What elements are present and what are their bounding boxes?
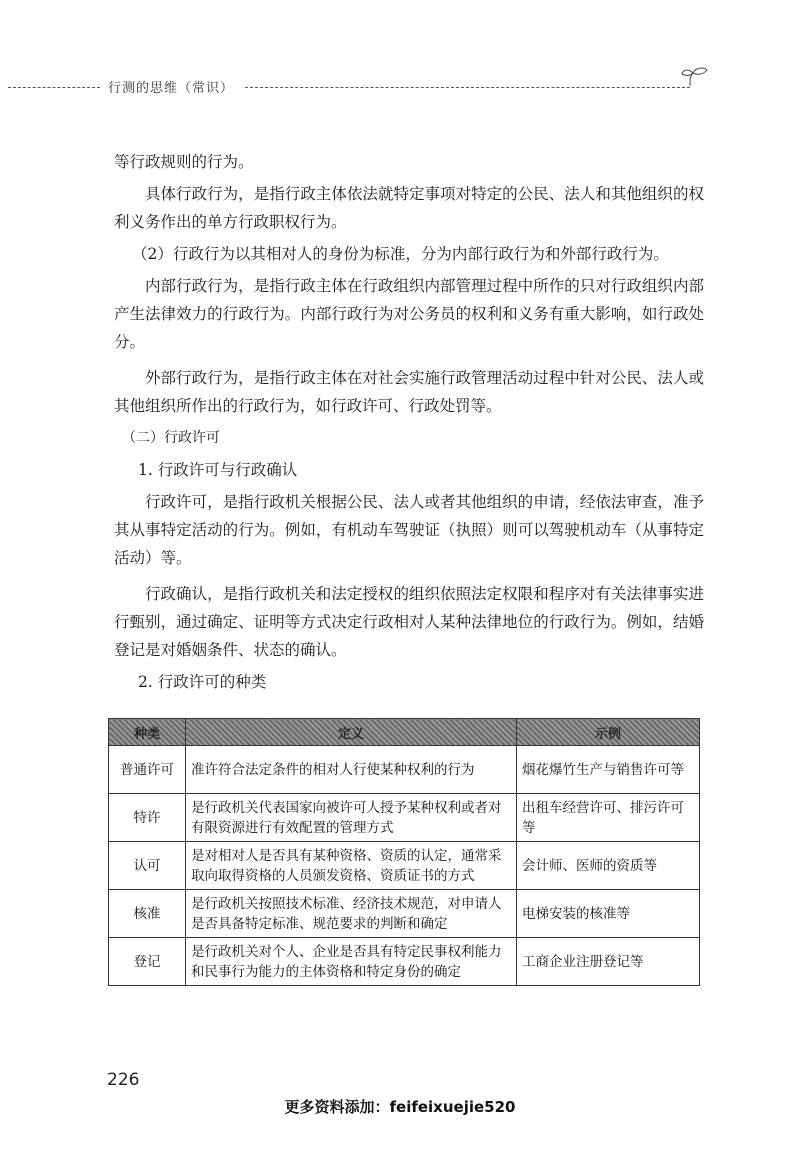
cell-definition: 准许符合法定条件的相对人行使某种权利的行为 — [186, 746, 517, 794]
table-row — [109, 842, 700, 890]
paragraph-admin-confirmation: 行政确认，是指行政机关和法定授权的组织依照法定权限和程序对有关法律事实进行甄别，通过确定、证明等方式决定行政相对人某种法律地位的行政行为。例如，结婚登记是对婚姻条件、状态的确认。 — [114, 585, 704, 659]
column-header-example: 示例 — [517, 719, 700, 746]
paragraph-admin-license: 行政许可，是指行政机关根据公民、法人或者其他组织的申请，经依法审查，准予其从事特定活动的行为。例如，有机动车驾驶证（执照）则可以驾驶机动车（从事特定活动）等。 — [114, 493, 704, 567]
cell-definition: 是对相对人是否具有某种资格、资质的认定，通常采取向取得资格的人员颁发资格、资质证书的方式 — [186, 842, 517, 890]
paragraph-internal-external: （2）行政行为以其相对人的身份为标准，分为内部行政行为和外部行政行为。 — [132, 245, 669, 263]
cell-example: 烟花爆竹生产与销售许可等 — [517, 746, 700, 794]
cell-type: 普通许可 — [109, 746, 186, 794]
header-rule-left — [8, 87, 100, 88]
section-heading-admin-license: （二）行政许可 — [122, 430, 220, 446]
cell-definition: 是行政机关按照技术标准、经济技术规范，对申请人是否具备特定标准、规范要求的判断和确定 — [186, 890, 517, 938]
header-title: 行测的思维（常识） — [108, 81, 235, 96]
cell-example: 工商企业注册登记等 — [517, 938, 700, 986]
column-header-definition: 定义 — [186, 719, 517, 746]
table-row — [109, 890, 700, 938]
paragraph-specific-act: 具体行政行为，是指行政主体依法就特定事项对特定的公民、法人和其他组织的权利义务作出的单方行政职权行为。 — [114, 185, 704, 231]
cell-definition: 是行政机关对个人、企业是否具有特定民事权利能力和民事行为能力的主体资格和特定身份的确定 — [186, 938, 517, 986]
table-row — [109, 794, 700, 842]
column-header-type: 种类 — [109, 719, 186, 746]
cell-example: 电梯安装的核准等 — [517, 890, 700, 938]
table-row — [109, 938, 700, 986]
body-text — [114, 148, 704, 696]
footer-note: 更多资料添加：feifeixuejie520 — [284, 1098, 516, 1116]
subheading-license-types: 2. 行政许可的种类 — [138, 673, 267, 691]
table-header-row — [109, 719, 700, 746]
cell-type: 认可 — [109, 842, 186, 890]
page-number: 226 — [107, 1070, 140, 1090]
sprout-icon — [680, 66, 710, 88]
header-rule-right — [245, 87, 690, 88]
paragraph-internal-act: 内部行政行为，是指行政主体在行政组织内部管理过程中所作的只对行政组织内部产生法律效力的行政行为。内部行政行为对公务员的权利和义务有重大影响，如行政处分。 — [114, 277, 704, 351]
subheading-license-vs-confirmation: 1. 行政许可与行政确认 — [138, 461, 298, 479]
cell-type: 登记 — [109, 938, 186, 986]
cell-definition: 是行政机关代表国家向被许可人授予某种权利或者对有限资源进行有效配置的管理方式 — [186, 794, 517, 842]
cell-example: 出租车经营许可、排污许可等 — [517, 794, 700, 842]
license-types-table — [108, 718, 700, 986]
cell-example: 会计师、医师的资质等 — [517, 842, 700, 890]
paragraph-continuation: 等行政规则的行为。 — [114, 153, 254, 171]
cell-type: 特许 — [109, 794, 186, 842]
paragraph-external-act: 外部行政行为，是指行政主体在对社会实施行政管理活动过程中针对公民、法人或其他组织所作出的行政行为，如行政许可、行政处罚等。 — [114, 369, 704, 415]
running-header — [0, 70, 800, 100]
cell-type: 核准 — [109, 890, 186, 938]
table-row — [109, 746, 700, 794]
